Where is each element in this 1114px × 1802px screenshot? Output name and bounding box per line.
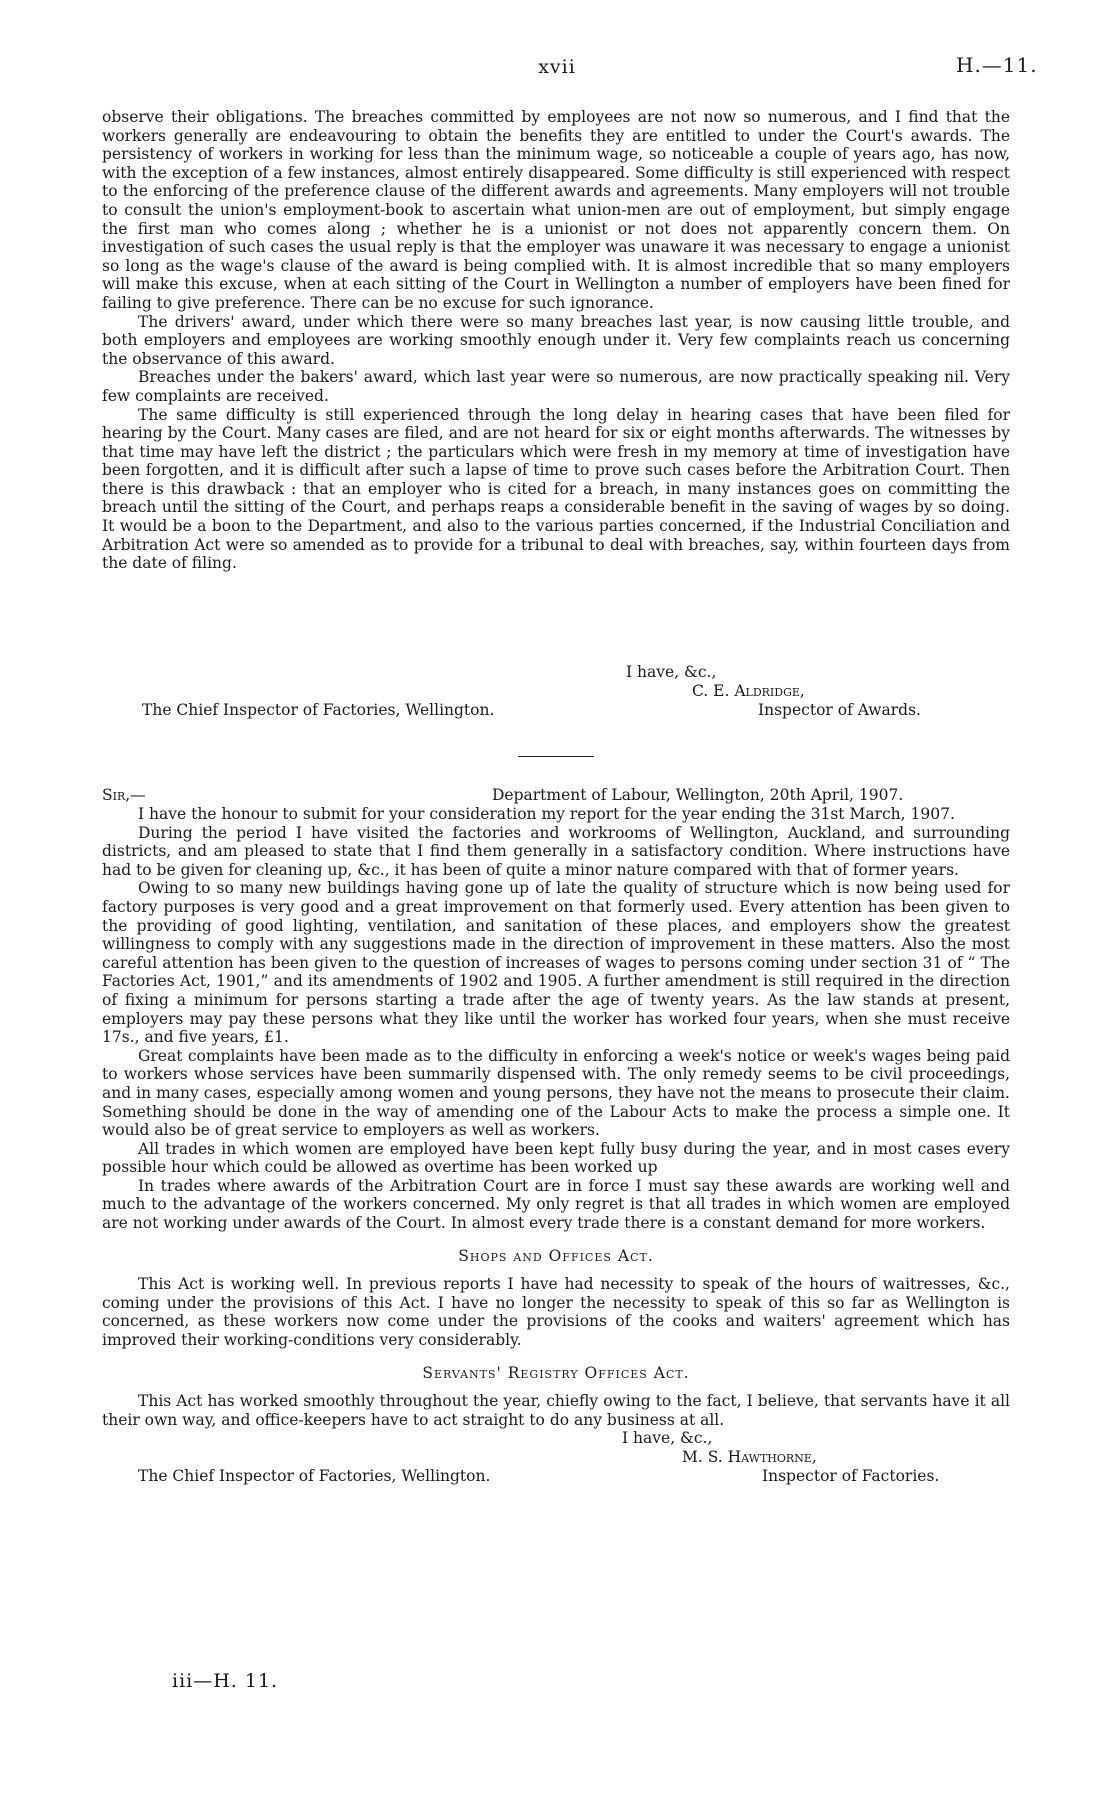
paragraph: The same difficulty is still experienced through the long delay in hearing cases that have been filed for hearing by the Court. Many cases are filed, and are not heard for six or eight months afterwards. The witnesses by that time may have left the district ; the particulars which were fresh in my memory at time of investigation have been forgotten, and it is difficult after such a lapse of time to prove such cases before the Arbitration Court. Then there is this drawback : that an employer who is cited for a breach, in many instances goes on committing the breach until the sitting of the Court, and perhaps reaps a considerable benefit in the saving of wages by so doing. It would be a boon to the Department, and also to the various parties concerned, if the Industrial Conciliation and Arbitration Act were so amended as to provide for a tribunal to deal with breaches, say, within fourteen days from the date of filing. (102, 405, 1010, 573)
paragraph: Great complaints have been made as to the difficulty in enforcing a week's notice or week's wages being paid to workers whose services have been summarily dispensed with. The only remedy seems to be civil proceedings, and in many cases, especially among women and young persons, they have not the means to prosecute their claim. Something should be done in the way of amending one of the Labour Acts to make the process a simple one. It would also be of great service to employers as well as workers. (102, 1046, 1010, 1140)
paragraph: observe their obligations. The breaches committed by employees are not now so numerous, and I find that the workers generally are endeavouring to obtain the benefits they are entitled to under the Court's awards. The persistency of workers in working for less than the minimum wage, so noticeable a couple of years ago, has now, with the exception of a few instances, almost entirely disappeared. Some difficulty is still experienced with respect to the enforcing of the preference clause of the different awards and agreements. Many employers will not trouble to consult the union's employment-book to ascertain what union-men are out of employment, but simply engage the first man who comes along ; whether he is a unionist or not does not apparently concern them. On investigation of such cases the usual reply is that the employer was unaware it was necessary to engage a unionist so long as the wage's clause of the award is being complied with. It is almost incredible that so many employers will make this excuse, when at each sitting of the Court in Wellington a number of employers have been fined for failing to give preference. There can be no excuse for such ignorance. (102, 108, 1010, 312)
section-heading: Shops and Offices Act. (458, 1246, 654, 1265)
paragraph: All trades in which women are employed have been kept fully busy during the year, and in most cases every possible hour which could be allowed as overtime has been worked up (102, 1139, 1010, 1177)
paragraph: This Act is working well. In previous reports I have had necessity to speak of the hours of waitresses, &c., coming under the provisions of this Act. I have no longer the necessity to speak of this so far as Wellington is concerned, as these workers now come under the provisions of the cooks and waiters' agreement which has improved their working-conditions very considerably. (102, 1275, 1010, 1350)
signature-block-aldridge (102, 663, 1010, 720)
closing: I have, &c., (622, 1429, 713, 1448)
paragraph: In trades where awards of the Arbitration Court are in force I must say these awards are working well and much to the advantage of the workers concerned. My only regret is that all trades in which women are employed are not working under awards of the Court. In almost every trade there is a constant demand for more workers. (102, 1176, 1010, 1233)
closing: I have, &c., (626, 663, 717, 681)
document-reference: H.—11. (956, 53, 1038, 77)
signatory-title: Inspector of Factories. (762, 1467, 940, 1486)
addressee: The Chief Inspector of Factories, Wellington. (138, 1467, 491, 1486)
paragraph: The drivers' award, under which there were so many breaches last year, is now causing little trouble, and both employers and employees are working smoothly enough under it. Very few complaints reach us concerning the observance of this award. (102, 312, 1010, 368)
signatory-name: C. E. Aldridge, (692, 682, 805, 700)
paragraph: Owing to so many new buildings having gone up of late the quality of structure which is now being used for factory purposes is very good and a great improvement on that formerly used. Every attention has been given to the providing of good lighting, ventilation, and sanitation of these places, and employers show the greatest willingness to comply with any suggestions made in the direction of improvement in these matters. Also the most careful attention has been given to the question of increases of wages to persons coming under section 31 of “ The Factories Act, 1901,” and its amendments of 1902 and 1905. A further amendment is still required in the direction of fixing a minimum for persons starting a trade after the age of twenty years. As the law stands at present, employers may pay these persons what they like until the worker has worked four years, when she must receive 17s., and five years, £1. (102, 879, 1010, 1047)
salutation: Sir,— (102, 786, 146, 804)
section-heading: Servants' Registry Offices Act. (422, 1363, 690, 1382)
signatory-name: M. S. Hawthorne, (682, 1448, 817, 1467)
report-hawthorne (102, 786, 1010, 1486)
report-aldridge (102, 108, 1010, 573)
paragraph: I have the honour to submit for your consideration my report for the year ending the 31st March, 1907. (138, 805, 955, 823)
paragraph: During the period I have visited the factories and workrooms of Wellington, Auckland, and surrounding districts, and am pleased to state that I find them generally in a satisfactory condition. Where instructions have had to be given for cleaning up, &c., it has been of quite a minor nature compared with that of former years. (102, 823, 1010, 879)
signatory-title: Inspector of Awards. (758, 701, 921, 719)
signature-reference: iii—H. 11. (172, 1670, 279, 1692)
section-divider (102, 756, 1010, 757)
paragraph: Breaches under the bakers' award, which last year were so numerous, are now practically speaking nil. Very few complaints are received. (102, 368, 1010, 405)
dateline: Department of Labour, Wellington, 20th April, 1907. (492, 786, 904, 804)
addressee: The Chief Inspector of Factories, Wellington. (142, 701, 495, 719)
page-number: xvii (538, 56, 576, 78)
paragraph: This Act has worked smoothly throughout the year, chiefly owing to the fact, I believe, that servants have it all their own way, and office-keepers have to act straight to do any business at all. (102, 1392, 1010, 1429)
